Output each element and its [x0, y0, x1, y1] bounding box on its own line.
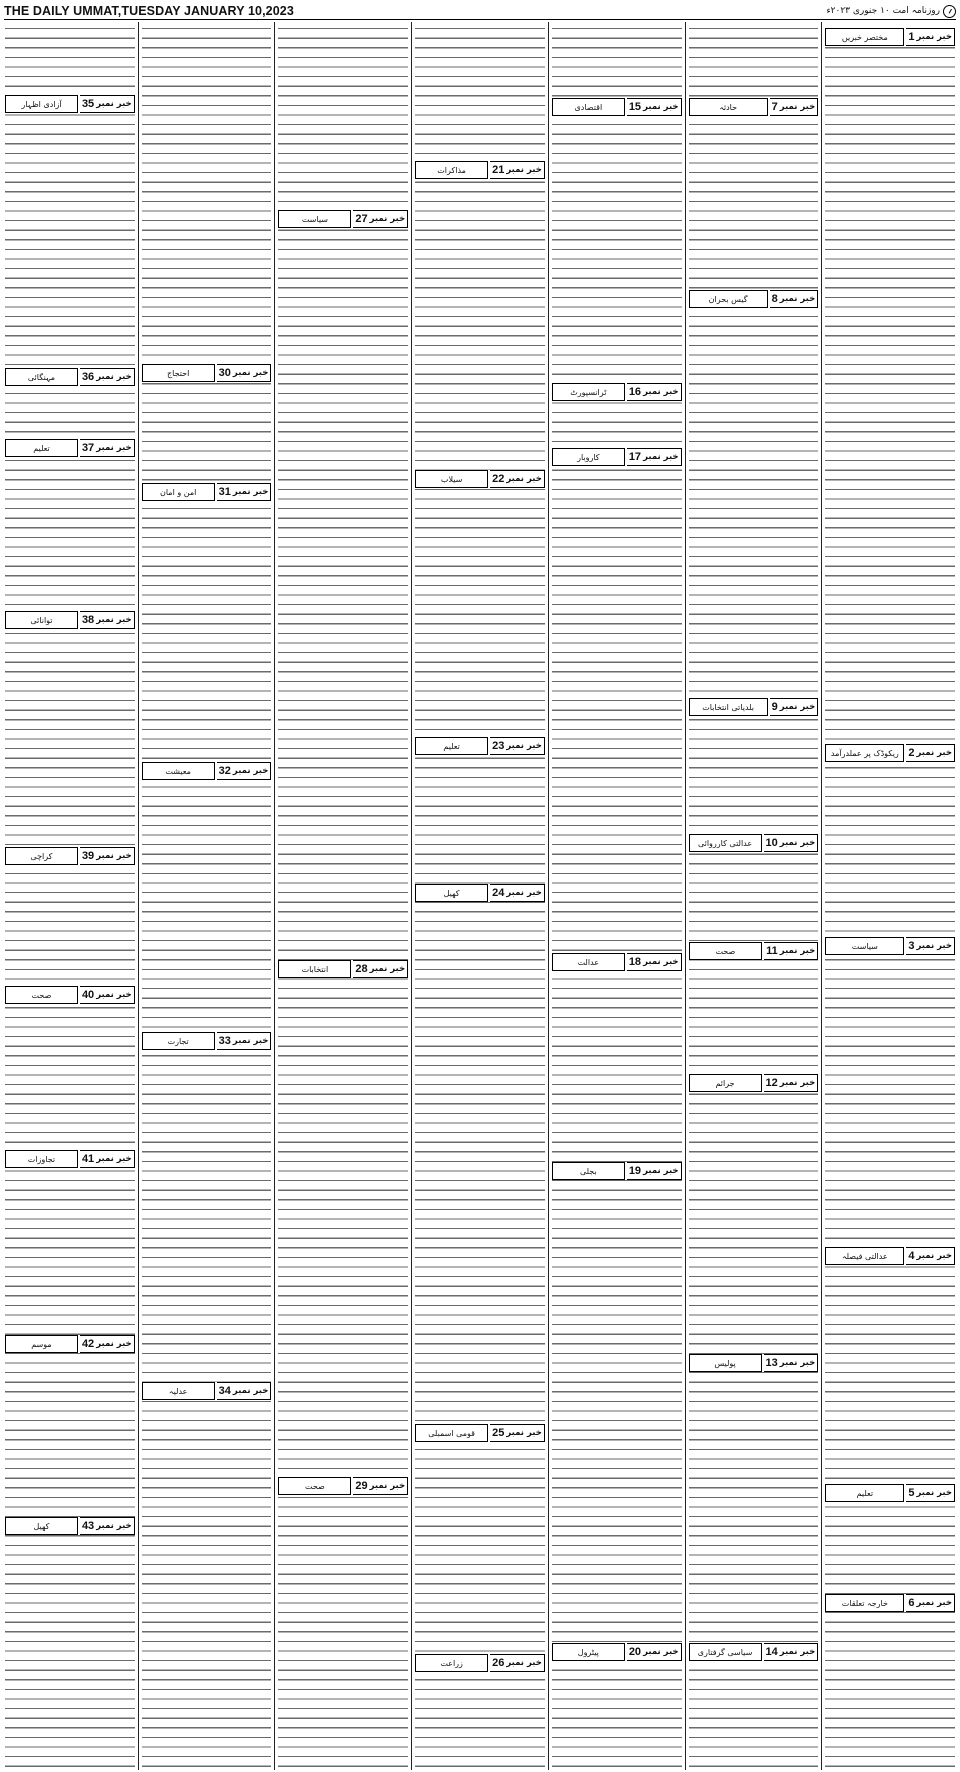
- story-number-label: خبر نمبر: [232, 1036, 269, 1046]
- story-number-box: [80, 1150, 135, 1168]
- story-number-label: خبر نمبر: [96, 1154, 132, 1164]
- story-number-box: [490, 1424, 545, 1442]
- story-number-box: [353, 1477, 408, 1495]
- story-number-label: خبر نمبر: [232, 368, 269, 378]
- story-number-box: [217, 762, 272, 780]
- story-number: 2: [908, 747, 915, 759]
- story-number: 3: [908, 940, 915, 952]
- story-header: [5, 368, 135, 386]
- story-number: 23: [492, 740, 505, 752]
- story-number-box: [764, 1354, 819, 1372]
- story-number-box: [906, 744, 955, 762]
- news-column: [2, 22, 138, 1770]
- story-number-box: [627, 1643, 682, 1661]
- story-header: [552, 1162, 682, 1180]
- story-number-box: [490, 470, 545, 488]
- story-number-label: خبر نمبر: [232, 1386, 269, 1396]
- story-header: [415, 1654, 545, 1672]
- story-number-box: [906, 1484, 955, 1502]
- story-number: 19: [628, 1165, 642, 1177]
- story-number-box: [627, 953, 682, 971]
- story-topic: بلدیاتی انتخابات: [689, 698, 768, 716]
- story-number-label: خبر نمبر: [96, 1339, 132, 1349]
- story-topic: حادثہ: [689, 98, 768, 116]
- story-number: 39: [81, 850, 95, 862]
- story-number-label: خبر نمبر: [96, 99, 132, 109]
- story-header: [415, 884, 545, 902]
- story-header: [5, 847, 135, 865]
- story-number: 36: [81, 371, 95, 383]
- urdu-title-group: [826, 5, 956, 18]
- news-column: [685, 22, 822, 1770]
- story-number: 16: [628, 386, 642, 398]
- story-number: 17: [628, 451, 642, 463]
- story-topic: توانائی: [5, 611, 78, 629]
- story-number-label: خبر نمبر: [506, 1658, 542, 1668]
- english-title: THE DAILY UMMAT,TUESDAY JANUARY 10,2023: [4, 4, 294, 18]
- story-number-box: [80, 847, 135, 865]
- story-number: 6: [908, 1597, 915, 1609]
- story-number: 29: [355, 1480, 368, 1492]
- story-number: 32: [218, 765, 231, 777]
- story-topic: معیشت: [142, 762, 215, 780]
- story-number-label: خبر نمبر: [643, 957, 679, 967]
- story-number: 15: [628, 101, 642, 113]
- story-header: [689, 1643, 819, 1661]
- story-number-label: خبر نمبر: [643, 387, 679, 397]
- story-number-box: [353, 210, 408, 228]
- story-header: [689, 1074, 819, 1092]
- story-header: [689, 98, 819, 116]
- story-header: [552, 448, 682, 466]
- story-number-box: [217, 483, 272, 501]
- story-topic: ریکوڈک پر عملدرآمد: [825, 744, 904, 762]
- story-number-box: [80, 1335, 135, 1353]
- story-topic: بجلی: [552, 1162, 625, 1180]
- story-header: [552, 383, 682, 401]
- story-number-label: خبر نمبر: [779, 1078, 816, 1088]
- story-header: [5, 986, 135, 1004]
- story-header: [5, 95, 135, 113]
- story-header: [5, 1517, 135, 1535]
- story-topic: احتجاج: [142, 364, 215, 382]
- story-header: [142, 483, 272, 501]
- story-header: [5, 1150, 135, 1168]
- story-number-box: [490, 737, 545, 755]
- story-number-label: خبر نمبر: [779, 838, 816, 848]
- story-number-label: خبر نمبر: [369, 214, 406, 224]
- story-number-label: خبر نمبر: [779, 294, 816, 304]
- masthead: [4, 3, 956, 20]
- story-number-label: خبر نمبر: [506, 741, 542, 751]
- story-number-box: [627, 98, 682, 116]
- story-number: 20: [628, 1646, 642, 1658]
- story-number-label: خبر نمبر: [916, 1488, 952, 1498]
- story-number: 8: [771, 293, 778, 305]
- story-number-label: خبر نمبر: [643, 1647, 679, 1657]
- story-topic: کاروبار: [552, 448, 625, 466]
- story-header: [142, 1382, 272, 1400]
- story-number-label: خبر نمبر: [96, 372, 132, 382]
- news-column: [821, 22, 958, 1770]
- story-topic: صحت: [689, 942, 763, 960]
- story-number: 33: [218, 1035, 231, 1047]
- story-number: 43: [81, 1520, 95, 1532]
- story-number-box: [80, 439, 135, 457]
- story-number-box: [770, 98, 819, 116]
- story-header: [415, 161, 545, 179]
- story-number-box: [770, 290, 819, 308]
- story-topic: سیاست: [825, 937, 904, 955]
- story-number-box: [906, 937, 955, 955]
- story-number-label: خبر نمبر: [643, 1166, 679, 1176]
- story-header: [552, 953, 682, 971]
- story-number: 18: [628, 956, 642, 968]
- story-number-box: [80, 986, 135, 1004]
- story-header: [689, 290, 819, 308]
- story-number: 13: [765, 1357, 778, 1369]
- story-header: [142, 1032, 272, 1050]
- story-topic: سیلاب: [415, 470, 488, 488]
- story-header: [689, 698, 819, 716]
- news-columns: [2, 22, 958, 1770]
- story-number-label: خبر نمبر: [643, 102, 679, 112]
- story-number-box: [906, 1247, 955, 1265]
- story-topic: پیٹرول: [552, 1643, 625, 1661]
- story-number-box: [490, 884, 545, 902]
- story-number: 4: [908, 1250, 915, 1262]
- story-number: 5: [908, 1487, 915, 1499]
- story-number: 12: [765, 1077, 778, 1089]
- story-number-label: خبر نمبر: [506, 888, 542, 898]
- news-column: [548, 22, 685, 1770]
- story-header: [825, 1594, 955, 1612]
- story-number-box: [217, 364, 272, 382]
- story-number-label: خبر نمبر: [232, 487, 269, 497]
- story-number-box: [490, 161, 545, 179]
- story-number: 25: [492, 1427, 505, 1439]
- story-number: 37: [81, 442, 95, 454]
- story-number-label: خبر نمبر: [916, 941, 952, 951]
- story-number-label: خبر نمبر: [779, 1647, 816, 1657]
- story-number-label: خبر نمبر: [96, 443, 132, 453]
- story-header: [825, 1484, 955, 1502]
- story-number-box: [764, 942, 818, 960]
- news-column: [274, 22, 411, 1770]
- story-number-label: خبر نمبر: [779, 702, 816, 712]
- story-topic: زراعت: [415, 1654, 488, 1672]
- story-topic: کراچی: [5, 847, 78, 865]
- story-number-box: [906, 1594, 955, 1612]
- story-topic: تجارت: [142, 1032, 215, 1050]
- story-topic: امن و امان: [142, 483, 215, 501]
- story-number-label: خبر نمبر: [96, 851, 132, 861]
- story-number-label: خبر نمبر: [96, 1521, 132, 1531]
- story-header: [5, 611, 135, 629]
- story-header: [689, 942, 819, 960]
- story-topic: اقتصادی: [552, 98, 625, 116]
- story-topic: موسم: [5, 1335, 78, 1353]
- story-number: 28: [355, 963, 368, 975]
- story-topic: عدالتی کارروائی: [689, 834, 762, 852]
- story-number-box: [80, 1517, 135, 1535]
- story-header: [278, 210, 408, 228]
- story-number-box: [490, 1654, 545, 1672]
- story-number: 24: [492, 887, 505, 899]
- story-topic: صحت: [5, 986, 78, 1004]
- story-header: [689, 834, 819, 852]
- story-header: [552, 98, 682, 116]
- story-number-label: خبر نمبر: [232, 766, 269, 776]
- story-number: 14: [765, 1646, 778, 1658]
- story-number: 30: [218, 367, 231, 379]
- story-number-label: خبر نمبر: [643, 452, 679, 462]
- story-number: 34: [218, 1385, 231, 1397]
- story-header: [825, 1247, 955, 1265]
- story-number-box: [80, 368, 135, 386]
- story-header: [142, 364, 272, 382]
- story-header: [825, 937, 955, 955]
- story-number-box: [764, 1074, 819, 1092]
- story-topic: سیاسی گرفتاری: [689, 1643, 762, 1661]
- story-header: [278, 1477, 408, 1495]
- story-header: [5, 439, 135, 457]
- story-number-label: خبر نمبر: [779, 102, 816, 112]
- story-header: [5, 1335, 135, 1353]
- story-number-label: خبر نمبر: [916, 1251, 952, 1261]
- story-number-label: خبر نمبر: [506, 1428, 542, 1438]
- story-topic: پولیس: [689, 1354, 762, 1372]
- story-topic: گیس بحران: [689, 290, 768, 308]
- story-topic: مہنگائی: [5, 368, 78, 386]
- story-number: 41: [81, 1153, 95, 1165]
- story-header: [278, 960, 408, 978]
- story-number-label: خبر نمبر: [96, 615, 132, 625]
- story-number-box: [627, 383, 682, 401]
- story-number-label: خبر نمبر: [369, 1481, 406, 1491]
- story-number-label: خبر نمبر: [779, 1358, 816, 1368]
- story-topic: مختصر خبریں: [825, 28, 904, 46]
- story-topic: جرائم: [689, 1074, 762, 1092]
- story-number-label: خبر نمبر: [369, 964, 406, 974]
- story-number-label: خبر نمبر: [96, 990, 132, 1000]
- story-number-box: [627, 1162, 682, 1180]
- story-topic: تجاوزات: [5, 1150, 78, 1168]
- story-number: 31: [218, 486, 231, 498]
- story-number-box: [770, 698, 819, 716]
- news-column: [138, 22, 275, 1770]
- story-number: 42: [81, 1338, 95, 1350]
- story-topic: عدالتی فیصلہ: [825, 1247, 904, 1265]
- story-number-box: [353, 960, 408, 978]
- story-number-label: خبر نمبر: [916, 748, 952, 758]
- story-header: [689, 1354, 819, 1372]
- story-number-box: [764, 834, 819, 852]
- story-topic: عدلیہ: [142, 1382, 215, 1400]
- story-number: 22: [492, 473, 505, 485]
- story-number: 40: [81, 989, 95, 1001]
- story-header: [552, 1643, 682, 1661]
- story-header: [142, 762, 272, 780]
- story-topic: تعلیم: [415, 737, 488, 755]
- story-number: 9: [771, 701, 778, 713]
- story-topic: صحت: [278, 1477, 351, 1495]
- story-topic: ٹرانسپورٹ: [552, 383, 625, 401]
- story-topic: عدالت: [552, 953, 625, 971]
- story-number: 1: [908, 31, 915, 43]
- story-number-label: خبر نمبر: [506, 474, 542, 484]
- story-header: [415, 1424, 545, 1442]
- story-header: [415, 737, 545, 755]
- story-number: 26: [492, 1657, 505, 1669]
- story-number-box: [80, 95, 135, 113]
- story-topic: کھیل: [5, 1517, 78, 1535]
- story-number-box: [627, 448, 682, 466]
- story-number-label: خبر نمبر: [916, 32, 952, 42]
- story-topic: انتخابات: [278, 960, 351, 978]
- story-topic: تعلیم: [825, 1484, 904, 1502]
- story-number-label: خبر نمبر: [779, 946, 816, 956]
- story-number: 7: [771, 101, 778, 113]
- story-number-label: خبر نمبر: [916, 1598, 952, 1608]
- story-topic: قومی اسمبلی: [415, 1424, 488, 1442]
- story-topic: مذاکرات: [415, 161, 488, 179]
- story-header: [825, 28, 955, 46]
- story-number: 35: [81, 98, 95, 110]
- story-number-box: [764, 1643, 819, 1661]
- story-topic: سیاست: [278, 210, 351, 228]
- story-number-box: [217, 1382, 272, 1400]
- story-number: 27: [355, 213, 368, 225]
- story-number-box: [906, 28, 955, 46]
- story-topic: کھیل: [415, 884, 488, 902]
- story-header: [825, 744, 955, 762]
- story-topic: آزادی اظہار: [5, 95, 78, 113]
- ummat-logo-icon: [943, 5, 956, 18]
- story-topic: خارجہ تعلقات: [825, 1594, 904, 1612]
- story-number-label: خبر نمبر: [506, 165, 542, 175]
- urdu-title: روزنامہ امت ۱۰ جنوری ۲۰۲۳ء: [826, 6, 940, 16]
- story-header: [415, 470, 545, 488]
- story-number: 10: [765, 837, 778, 849]
- story-number: 11: [766, 945, 778, 957]
- story-topic: تعلیم: [5, 439, 78, 457]
- story-number: 38: [81, 614, 95, 626]
- story-number-box: [217, 1032, 272, 1050]
- story-number: 21: [492, 164, 505, 176]
- story-number-box: [80, 611, 135, 629]
- news-column: [411, 22, 548, 1770]
